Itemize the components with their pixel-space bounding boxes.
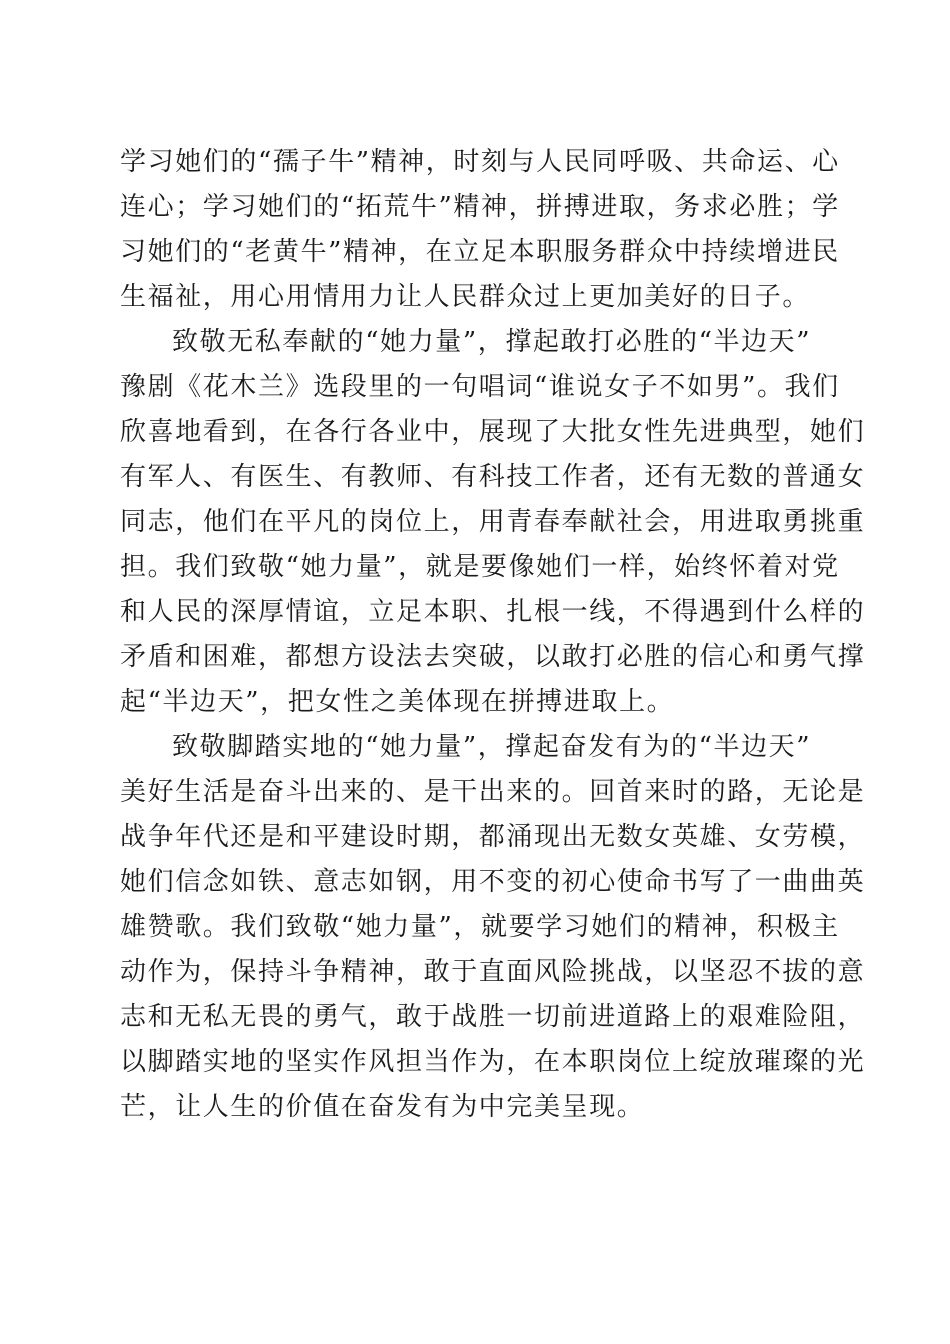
text-line: 动作为，保持斗争精神，敢于直面风险挑战，以坚忍不拔的意 [120, 957, 866, 987]
text-line: 担。我们致敬“她力量”，就是要像她们一样，始终怀着对党 [120, 552, 840, 582]
text-line: 矛盾和困难，都想方设法去突破，以敢打必胜的信心和勇气撑 [120, 642, 866, 672]
text-line: 学习她们的“孺子牛”精神，时刻与人民同呼吸、共命运、心 [120, 147, 840, 177]
text-line: 有军人、有医生、有教师、有科技工作者，还有无数的普通女 [120, 462, 866, 492]
section-heading: 致敬无私奉献的“她力量”，撑起敢打必胜的“半边天” [172, 327, 812, 357]
text-line: 生福祉，用心用情用力让人民群众过上更加美好的日子。 [120, 282, 811, 312]
text-line: 雄赞歌。我们致敬“她力量”，就要学习她们的精神，积极主 [120, 912, 840, 942]
text-line: 芒，让人生的价值在奋发有为中完美呈现。 [120, 1092, 645, 1122]
text-line: 起“半边天”，把女性之美体现在拼搏进取上。 [120, 687, 675, 717]
text-line: 以脚踏实地的坚实作风担当作为，在本职岗位上绽放璀璨的光 [120, 1047, 866, 1077]
text-line: 志和无私无畏的勇气，敢于战胜一切前进道路上的艰难险阻， [120, 1002, 866, 1032]
text-line: 战争年代还是和平建设时期，都涌现出无数女英雄、女劳模， [120, 822, 866, 852]
text-line: 习她们的“老黄牛”精神，在立足本职服务群众中持续增进民 [120, 237, 840, 267]
text-line: 她们信念如铁、意志如钢，用不变的初心使命书写了一曲曲英 [120, 867, 866, 897]
text-line: 豫剧《花木兰》选段里的一句唱词“谁说女子不如男”。我们 [120, 372, 840, 402]
text-line: 连心；学习她们的“拓荒牛”精神，拼搏进取，务求必胜；学 [120, 192, 840, 222]
section-heading: 致敬脚踏实地的“她力量”，撑起奋发有为的“半边天” [172, 732, 812, 762]
body-text [120, 140, 866, 1130]
text-line: 美好生活是奋斗出来的、是干出来的。回首来时的路，无论是 [120, 777, 866, 807]
text-line: 和人民的深厚情谊，立足本职、扎根一线，不得遇到什么样的 [120, 597, 866, 627]
text-line: 欣喜地看到，在各行各业中，展现了大批女性先进典型，她们 [120, 417, 866, 447]
text-line: 同志，他们在平凡的岗位上，用青春奉献社会，用进取勇挑重 [120, 507, 866, 537]
